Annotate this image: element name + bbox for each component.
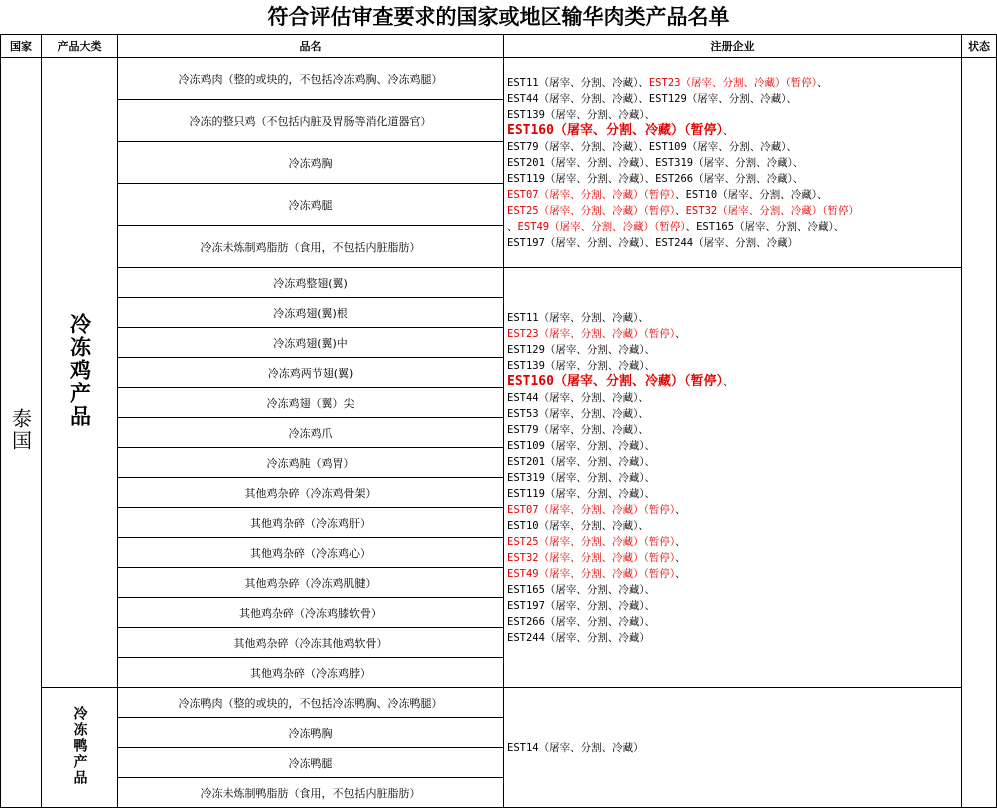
table-row: [1, 58, 997, 100]
enterprise-text: EST201（屠宰、分割、冷藏）、: [507, 455, 656, 468]
enterprise-text: EST44（屠宰、分割、冷藏）、EST129（屠宰、分割、冷藏）、: [507, 92, 798, 105]
enterprise-text: 、: [675, 204, 686, 217]
product-name: 冷冻鸡胸: [118, 142, 504, 184]
enterprise-text: 、: [816, 76, 828, 89]
enterprise-text: EST319（屠宰、分割、冷藏）、: [507, 471, 656, 484]
enterprise-line: [507, 187, 961, 203]
enterprise-text: 、: [722, 124, 734, 137]
enterprise-line: [507, 502, 961, 518]
enterprise-text: EST129（屠宰、分割、冷藏）、: [507, 343, 656, 356]
enterprise-text: EST79（屠宰、分割、冷藏）、: [507, 423, 649, 436]
category-cell-duck: [42, 688, 118, 808]
enterprise-text: 、: [675, 567, 686, 580]
suspended-enterprise-text: EST07（屠宰、分割、冷藏）（暂停）: [507, 503, 676, 516]
enterprise-text: 、: [675, 535, 686, 548]
header-country: 国家: [1, 35, 42, 58]
enterprise-line: [507, 155, 961, 171]
enterprise-line: [507, 310, 961, 326]
product-name: 冷冻鸡爪: [118, 418, 504, 448]
enterprise-text: EST197（屠宰、分割、冷藏）、: [507, 599, 656, 612]
enterprise-text: EST44（屠宰、分割、冷藏）、: [507, 391, 649, 404]
product-name: 冷冻鸡腿: [118, 184, 504, 226]
header-status: 状态: [962, 35, 997, 58]
enterprise-line: [507, 203, 961, 219]
table-header-row: [1, 35, 997, 58]
header-enterprise: 注册企业: [504, 35, 962, 58]
suspended-enterprise-text: EST07（屠宰、分割、冷藏）（暂停）: [507, 188, 676, 201]
product-name: 冷冻鸡翅(翼)中: [118, 328, 504, 358]
product-name: 冷冻鸭腿: [118, 748, 504, 778]
suspended-enterprise-text: EST25（屠宰、分割、冷藏）（暂停）: [507, 204, 676, 217]
enterprise-text: 、: [675, 503, 686, 516]
suspended-enterprise-text: EST23（屠宰、分割、冷藏）（暂停）: [648, 76, 817, 89]
enterprise-text: 、: [675, 327, 686, 340]
enterprise-text: EST119（屠宰、分割、冷藏）、EST266（屠宰、分割、冷藏）、: [507, 172, 804, 185]
suspended-enterprise-text: EST49（屠宰、分割、冷藏）（暂停）: [517, 220, 686, 233]
enterprise-line: [507, 550, 961, 566]
enterprise-text: 、: [675, 551, 686, 564]
enterprise-text: EST14（屠宰、分割、冷藏）: [507, 741, 644, 754]
enterprise-line: [507, 139, 961, 155]
enterprise-line: [507, 342, 961, 358]
product-name: 其他鸡杂碎（冷冻鸡骨架）: [118, 478, 504, 508]
enterprise-line: [507, 422, 961, 438]
country-name: 泰国: [8, 408, 33, 452]
product-name: 冷冻鸡整翅(翼): [118, 268, 504, 298]
enterprise-line: [507, 582, 961, 598]
enterprise-line: [507, 91, 961, 107]
suspended-enterprise-text: EST160（屠宰、分割、冷藏）（暂停）: [507, 122, 723, 138]
enterprise-line: [507, 374, 961, 390]
enterprise-line: [507, 630, 961, 646]
enterprise-line: [507, 171, 961, 187]
enterprise-line: [507, 614, 961, 630]
product-name: 冷冻未炼制鸡脂肪（食用，不包括内脏脂肪）: [118, 226, 504, 268]
enterprise-line: [507, 107, 961, 123]
enterprise-line: [507, 598, 961, 614]
category-cell-chicken: [42, 58, 118, 688]
header-product: 品名: [118, 35, 504, 58]
enterprise-text: 、: [722, 375, 734, 388]
suspended-enterprise-text: EST49（屠宰、分割、冷藏）（暂停）: [507, 567, 676, 580]
enterprise-line: [507, 358, 961, 374]
enterprise-text: EST197（屠宰、分割、冷藏）、EST244（屠宰、分割、冷藏）: [507, 236, 799, 249]
enterprise-text: EST10（屠宰、分割、冷藏）、: [507, 519, 649, 532]
enterprise-text: EST244（屠宰、分割、冷藏）: [507, 631, 650, 644]
status-cell: [962, 58, 997, 808]
table-row: [1, 268, 997, 298]
enterprise-line: [507, 454, 961, 470]
enterprise-text: EST11（屠宰、分割、冷藏）、: [507, 311, 649, 324]
enterprise-cell: [504, 688, 962, 808]
page-title: 符合评估审查要求的国家或地区输华肉类产品名单: [267, 4, 730, 29]
enterprise-line: [507, 219, 961, 235]
enterprise-text: EST139（屠宰、分割、冷藏）、: [507, 359, 656, 372]
enterprise-line: [507, 470, 961, 486]
enterprise-line: [507, 235, 961, 251]
product-list-table: [0, 34, 997, 808]
product-name: 其他鸡杂碎（冷冻鸡肌腱）: [118, 568, 504, 598]
product-name: 其他鸡杂碎（冷冻鸡心）: [118, 538, 504, 568]
enterprise-line: [507, 534, 961, 550]
product-name: 冷冻的整只鸡（不包括内脏及胃肠等消化道器官）: [118, 100, 504, 142]
product-name: 冷冻鸡翅（翼）尖: [118, 388, 504, 418]
enterprise-line: [507, 326, 961, 342]
enterprise-line: [507, 486, 961, 502]
suspended-enterprise-text: EST32（屠宰、分割、冷藏）（暂停）: [507, 551, 676, 564]
product-name: 冷冻鸡肉（整的或块的，不包括冷冻鸡胸、冷冻鸡腿）: [118, 58, 504, 100]
product-name: 其他鸡杂碎（冷冻其他鸡软骨）: [118, 628, 504, 658]
enterprise-line: [507, 123, 961, 139]
category-name: 冷冻鸭产品: [71, 705, 88, 786]
enterprise-line: [507, 518, 961, 534]
suspended-enterprise-text: EST25（屠宰、分割、冷藏）（暂停）: [507, 535, 676, 548]
enterprise-text: EST119（屠宰、分割、冷藏）、: [507, 487, 656, 500]
enterprise-text: EST266（屠宰、分割、冷藏）、: [507, 615, 656, 628]
enterprise-text: EST201（屠宰、分割、冷藏）、EST319（屠宰、分割、冷藏）、: [507, 156, 804, 169]
product-name: 冷冻鸡翅(翼)根: [118, 298, 504, 328]
enterprise-text: EST165（屠宰、分割、冷藏）、: [507, 583, 656, 596]
enterprise-line: [507, 438, 961, 454]
enterprise-line: [507, 566, 961, 582]
suspended-enterprise-text: EST23（屠宰、分割、冷藏）（暂停）: [507, 327, 676, 340]
enterprise-text: EST11（屠宰、分割、冷藏）、: [507, 76, 649, 89]
enterprise-line: [507, 406, 961, 422]
product-name: 其他鸡杂碎（冷冻鸡膝软骨）: [118, 598, 504, 628]
product-name: 冷冻鸡肫（鸡胃）: [118, 448, 504, 478]
enterprise-line: [507, 740, 961, 756]
enterprise-line: [507, 75, 961, 91]
product-name: 冷冻鸭肉（整的或块的，不包括冷冻鸭胸、冷冻鸭腿）: [118, 688, 504, 718]
enterprise-text: EST109（屠宰、分割、冷藏）、: [507, 439, 656, 452]
enterprise-cell: [504, 58, 962, 268]
enterprise-text: EST139（屠宰、分割、冷藏）、: [507, 108, 656, 121]
product-name: 冷冻未炼制鸭脂肪（食用，不包括内脏脂肪）: [118, 778, 504, 808]
category-name: 冷冻鸡产品: [67, 312, 93, 428]
enterprise-text: 、EST10（屠宰、分割、冷藏）、: [675, 188, 828, 201]
header-category: 产品大类: [42, 35, 118, 58]
enterprise-cell: [504, 268, 962, 688]
enterprise-text: 、EST165（屠宰、分割、冷藏）、: [685, 220, 845, 233]
enterprise-text: 、: [507, 220, 518, 233]
enterprise-line: [507, 390, 961, 406]
product-name: 其他鸡杂碎（冷冻鸡肝）: [118, 508, 504, 538]
table-row: [1, 688, 997, 718]
suspended-enterprise-text: EST32（屠宰、分割、冷藏）（暂停）: [685, 204, 859, 217]
enterprise-text: EST53（屠宰、分割、冷藏）、: [507, 407, 649, 420]
product-name: 冷冻鸭胸: [118, 718, 504, 748]
enterprise-text: EST79（屠宰、分割、冷藏）、EST109（屠宰、分割、冷藏）、: [507, 140, 798, 153]
country-cell: [1, 58, 42, 808]
product-name: 其他鸡杂碎（冷冻鸡脖）: [118, 658, 504, 688]
product-name: 冷冻鸡两节翅(翼): [118, 358, 504, 388]
suspended-enterprise-text: EST160（屠宰、分割、冷藏）（暂停）: [507, 373, 723, 389]
